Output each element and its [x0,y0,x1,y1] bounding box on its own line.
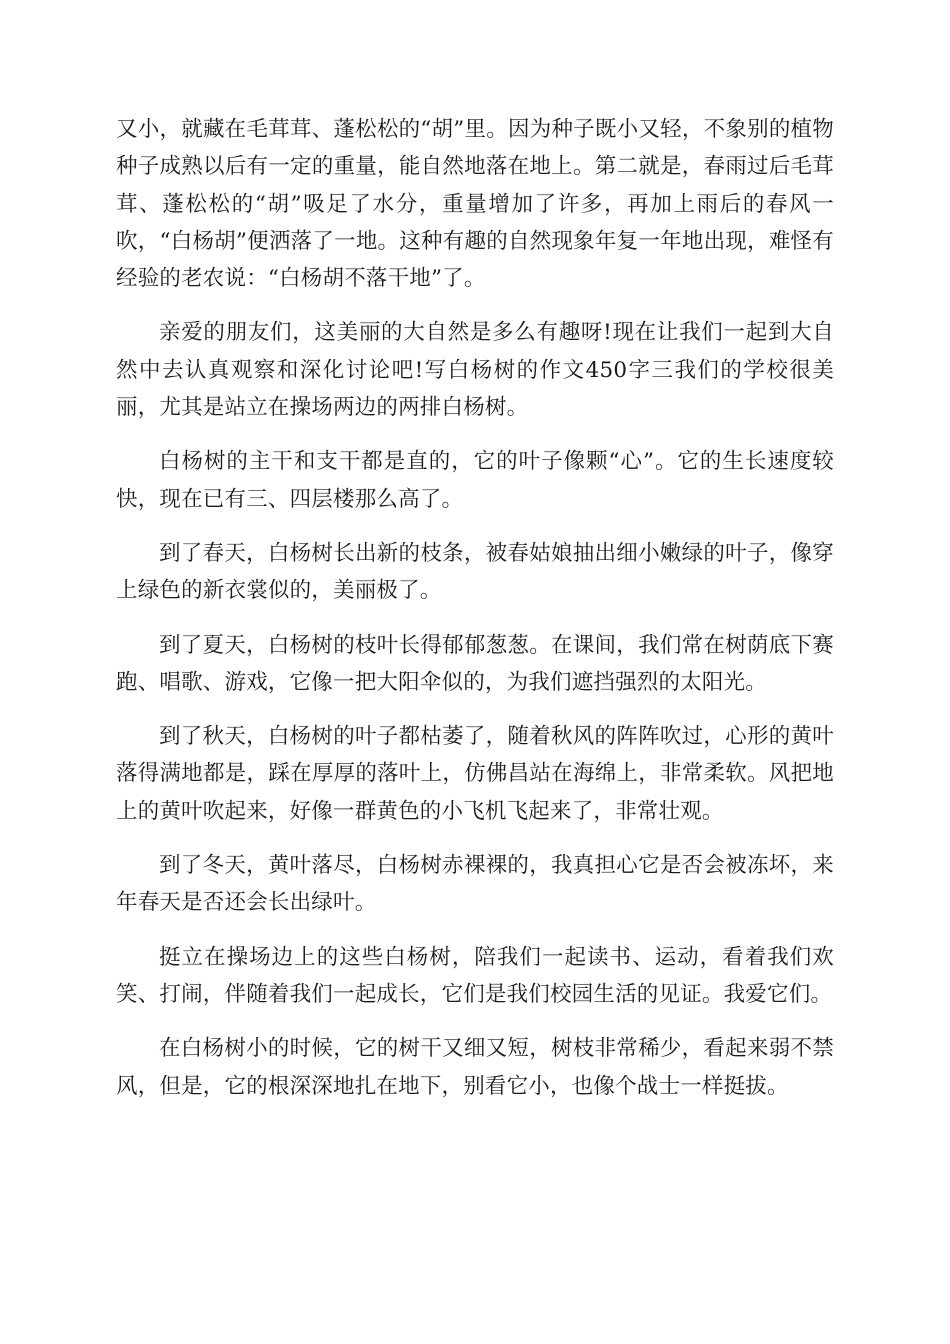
paragraph-winter: 到了冬天，黄叶落尽，白杨树赤裸裸的，我真担心它是否会被冻坏，来年春天是否还会长出绿叶。 [116,853,834,916]
paragraph-summer: 到了夏天，白杨树的枝叶长得郁郁葱葱。在课间，我们常在树荫底下赛跑、唱歌、游戏，它像一把大阳伞似的，为我们遮挡强烈的太阳光。 [116,632,834,695]
paragraph-campus-witness: 挺立在操场边上的这些白杨树，陪我们一起读书、运动，看着我们欢笑、打闹，伴随着我们一起成长，它们是我们校园生活的见证。我爱它们。 [116,944,834,1007]
paragraph-young-tree: 在白杨树小的时候，它的树干又细又短，树枝非常稀少，看起来弱不禁风，但是，它的根深深地扎在地下，别看它小，也像个战士一样挺拔。 [116,1036,834,1099]
paragraph-nature-intro: 亲爱的朋友们，这美丽的大自然是多么有趣呀!现在让我们一起到大自然中去认真观察和深化讨论吧!写白杨树的作文450字三我们的学校很美丽，尤其是站立在操场两边的两排白杨树。 [116,320,834,421]
paragraph-autumn: 到了秋天，白杨树的叶子都枯萎了，随着秋风的阵阵吹过，心形的黄叶落得满地都是，踩在厚厚的落叶上，仿佛昌站在海绵上，非常柔软。风把地上的黄叶吹起来，好像一群黄色的小飞机飞起来了，非常壮观。 [116,724,834,824]
paragraph-tree-shape: 白杨树的主干和支干都是直的，它的叶子像颗“心”。它的生长速度较快，现在已有三、四层楼那么高了。 [116,449,834,512]
paragraph-spring: 到了春天，白杨树长出新的枝条，被春姑娘抽出细小嫩绿的叶子，像穿上绿色的新衣裳似的，美丽极了。 [116,540,834,604]
document-body [116,111,834,1122]
paragraph-continuation: 又小，就藏在毛茸茸、蓬松松的“胡”里。因为种子既小又轻，不象别的植物种子成熟以后有一定的重量，能自然地落在地上。第二就是，春雨过后毛茸茸、蓬松松的“胡”吸足了水分，重量增加了许多，再加上雨后的春风一吹，“白杨胡”便洒落了一地。这种有趣的自然现象年复一年地出现，难怪有经验的老农说：“白杨胡不落干地”了。 [116,117,834,292]
